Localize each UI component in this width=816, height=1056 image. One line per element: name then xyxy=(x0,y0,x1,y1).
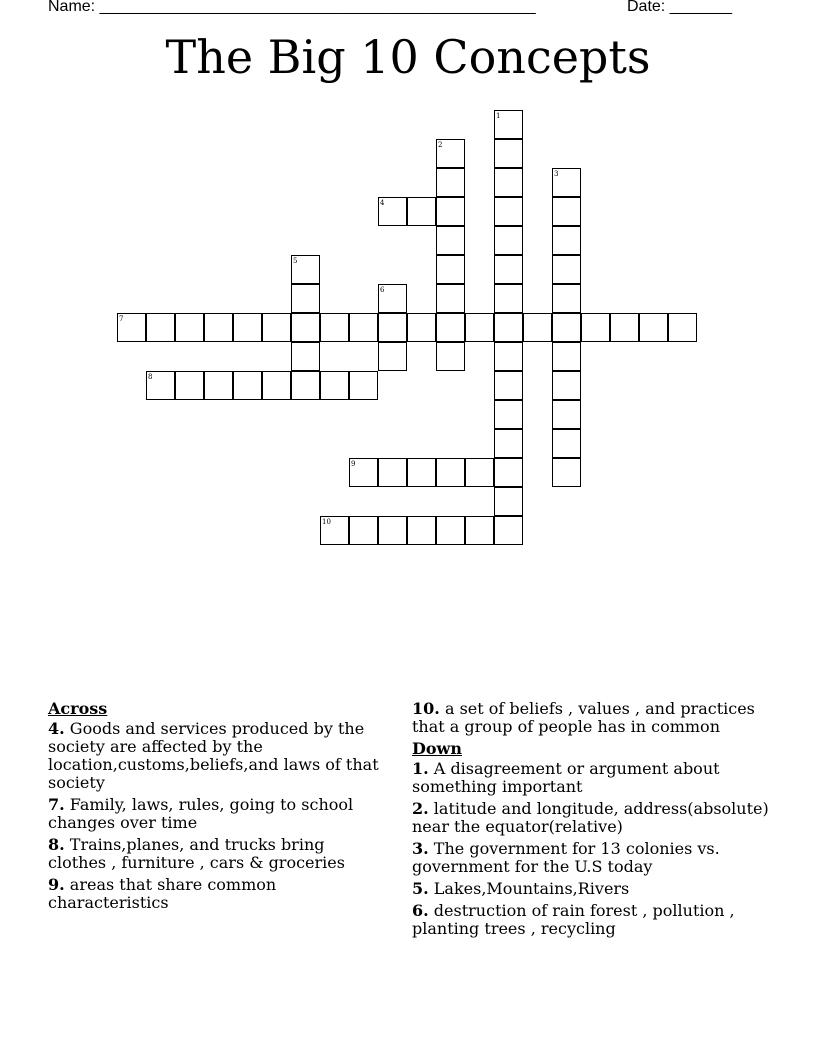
grid-cell[interactable] xyxy=(320,313,349,342)
grid-cell[interactable] xyxy=(494,342,523,371)
clue-number-5: 5 xyxy=(293,257,298,265)
grid-cell[interactable] xyxy=(465,458,494,487)
clue-number: 4. xyxy=(48,719,65,738)
grid-cell[interactable] xyxy=(175,313,204,342)
grid-cell[interactable] xyxy=(494,226,523,255)
clue-number: 7. xyxy=(48,795,65,814)
grid-cell[interactable] xyxy=(494,458,523,487)
grid-cell[interactable] xyxy=(436,197,465,226)
grid-cell[interactable] xyxy=(465,313,494,342)
grid-cell[interactable] xyxy=(291,342,320,371)
clue-across-7 xyxy=(48,796,383,832)
grid-cell[interactable] xyxy=(494,168,523,197)
grid-cell[interactable] xyxy=(494,371,523,400)
clue-text: A disagreement or argument about something important xyxy=(412,759,720,796)
grid-cell[interactable] xyxy=(552,371,581,400)
clue-text: Trains,planes, and trucks bring clothes , furniture , cars & groceries xyxy=(48,835,345,872)
grid-cell[interactable] xyxy=(320,371,349,400)
grid-cell[interactable] xyxy=(639,313,668,342)
grid-cell[interactable] xyxy=(378,342,407,371)
clue-number-7: 7 xyxy=(119,315,124,323)
clue-number-9: 9 xyxy=(351,460,356,468)
grid-cell[interactable] xyxy=(494,139,523,168)
grid-cell[interactable] xyxy=(494,313,523,342)
grid-cell[interactable] xyxy=(233,371,262,400)
clue-number: 5. xyxy=(412,879,429,898)
grid-cell[interactable] xyxy=(436,255,465,284)
clue-down-3 xyxy=(412,840,777,876)
clue-across-10 xyxy=(412,700,777,736)
grid-cell[interactable] xyxy=(552,226,581,255)
grid-cell[interactable] xyxy=(494,255,523,284)
grid-cell[interactable] xyxy=(407,197,436,226)
grid-cell[interactable] xyxy=(552,458,581,487)
grid-cell[interactable] xyxy=(407,458,436,487)
clue-number-2: 2 xyxy=(438,141,443,149)
clue-down-6 xyxy=(412,902,777,938)
grid-cell[interactable] xyxy=(378,313,407,342)
grid-cell[interactable] xyxy=(349,371,378,400)
grid-cell[interactable] xyxy=(552,400,581,429)
grid-cell[interactable] xyxy=(436,226,465,255)
grid-cell[interactable] xyxy=(668,313,697,342)
grid-cell[interactable] xyxy=(494,284,523,313)
grid-cell[interactable] xyxy=(291,313,320,342)
grid-cell[interactable] xyxy=(407,516,436,545)
clue-down-2 xyxy=(412,800,777,836)
date-field-label: Date: _______ xyxy=(627,0,732,15)
grid-cell[interactable] xyxy=(465,516,494,545)
clue-number-10: 10 xyxy=(322,518,331,526)
grid-cell[interactable] xyxy=(146,313,175,342)
grid-cell[interactable] xyxy=(291,371,320,400)
grid-cell[interactable] xyxy=(204,313,233,342)
grid-cell[interactable] xyxy=(349,313,378,342)
page-title: The Big 10 Concepts xyxy=(165,30,651,84)
clues-left-column xyxy=(48,700,383,916)
grid-cell[interactable] xyxy=(494,516,523,545)
grid-cell[interactable] xyxy=(436,342,465,371)
clue-down-5 xyxy=(412,880,777,898)
grid-cell[interactable] xyxy=(262,371,291,400)
grid-cell[interactable] xyxy=(581,313,610,342)
grid-cell[interactable] xyxy=(610,313,639,342)
grid-cell[interactable] xyxy=(552,313,581,342)
grid-cell[interactable] xyxy=(436,516,465,545)
clue-number: 10. xyxy=(412,699,440,718)
grid-cell[interactable] xyxy=(378,516,407,545)
grid-cell[interactable] xyxy=(552,255,581,284)
clue-text: areas that share common characteristics xyxy=(48,875,277,912)
clue-across-4 xyxy=(48,720,383,792)
grid-cell[interactable] xyxy=(494,487,523,516)
grid-cell[interactable] xyxy=(291,284,320,313)
clue-number: 1. xyxy=(412,759,429,778)
grid-cell[interactable] xyxy=(436,313,465,342)
down-heading: Down xyxy=(412,739,462,758)
clue-text: latitude and longitude, address(absolute) near the equator(relative) xyxy=(412,799,769,836)
grid-cell[interactable] xyxy=(552,197,581,226)
clues-right-column xyxy=(412,700,777,942)
clue-number-6: 6 xyxy=(380,286,385,294)
grid-cell[interactable] xyxy=(494,429,523,458)
grid-cell[interactable] xyxy=(552,429,581,458)
clue-number: 2. xyxy=(412,799,429,818)
grid-cell[interactable] xyxy=(175,371,204,400)
grid-cell[interactable] xyxy=(407,313,436,342)
grid-cell[interactable] xyxy=(436,168,465,197)
grid-cell[interactable] xyxy=(436,284,465,313)
clue-number-8: 8 xyxy=(148,373,153,381)
clue-number-4: 4 xyxy=(380,199,385,207)
grid-cell[interactable] xyxy=(436,458,465,487)
grid-cell[interactable] xyxy=(233,313,262,342)
grid-cell[interactable] xyxy=(494,400,523,429)
grid-cell[interactable] xyxy=(378,458,407,487)
grid-cell[interactable] xyxy=(262,313,291,342)
clue-number: 9. xyxy=(48,875,65,894)
grid-cell[interactable] xyxy=(552,342,581,371)
across-heading: Across xyxy=(48,699,108,718)
grid-cell[interactable] xyxy=(204,371,233,400)
grid-cell[interactable] xyxy=(523,313,552,342)
clue-text: a set of beliefs , values , and practices that a group of people has in common xyxy=(412,699,755,736)
clue-number-3: 3 xyxy=(554,170,559,178)
grid-cell[interactable] xyxy=(349,516,378,545)
clue-text: Lakes,Mountains,Rivers xyxy=(433,879,630,898)
clue-text: Goods and services produced by the society are affected by the location,customs,beliefs,and laws of that society xyxy=(48,719,379,792)
grid-cell[interactable] xyxy=(552,284,581,313)
clue-number: 3. xyxy=(412,839,429,858)
clue-number: 8. xyxy=(48,835,65,854)
clue-text: destruction of rain forest , pollution , planting trees , recycling xyxy=(412,901,735,938)
clue-across-9 xyxy=(48,876,383,912)
grid-cell[interactable] xyxy=(494,197,523,226)
clue-number-1: 1 xyxy=(496,112,501,120)
clue-number: 6. xyxy=(412,901,429,920)
name-field-label: Name: _________________________________________________ xyxy=(48,0,536,15)
clue-text: The government for 13 colonies vs. government for the U.S today xyxy=(412,839,720,876)
clue-down-1 xyxy=(412,760,777,796)
clue-across-8 xyxy=(48,836,383,872)
clue-text: Family, laws, rules, going to school changes over time xyxy=(48,795,354,832)
